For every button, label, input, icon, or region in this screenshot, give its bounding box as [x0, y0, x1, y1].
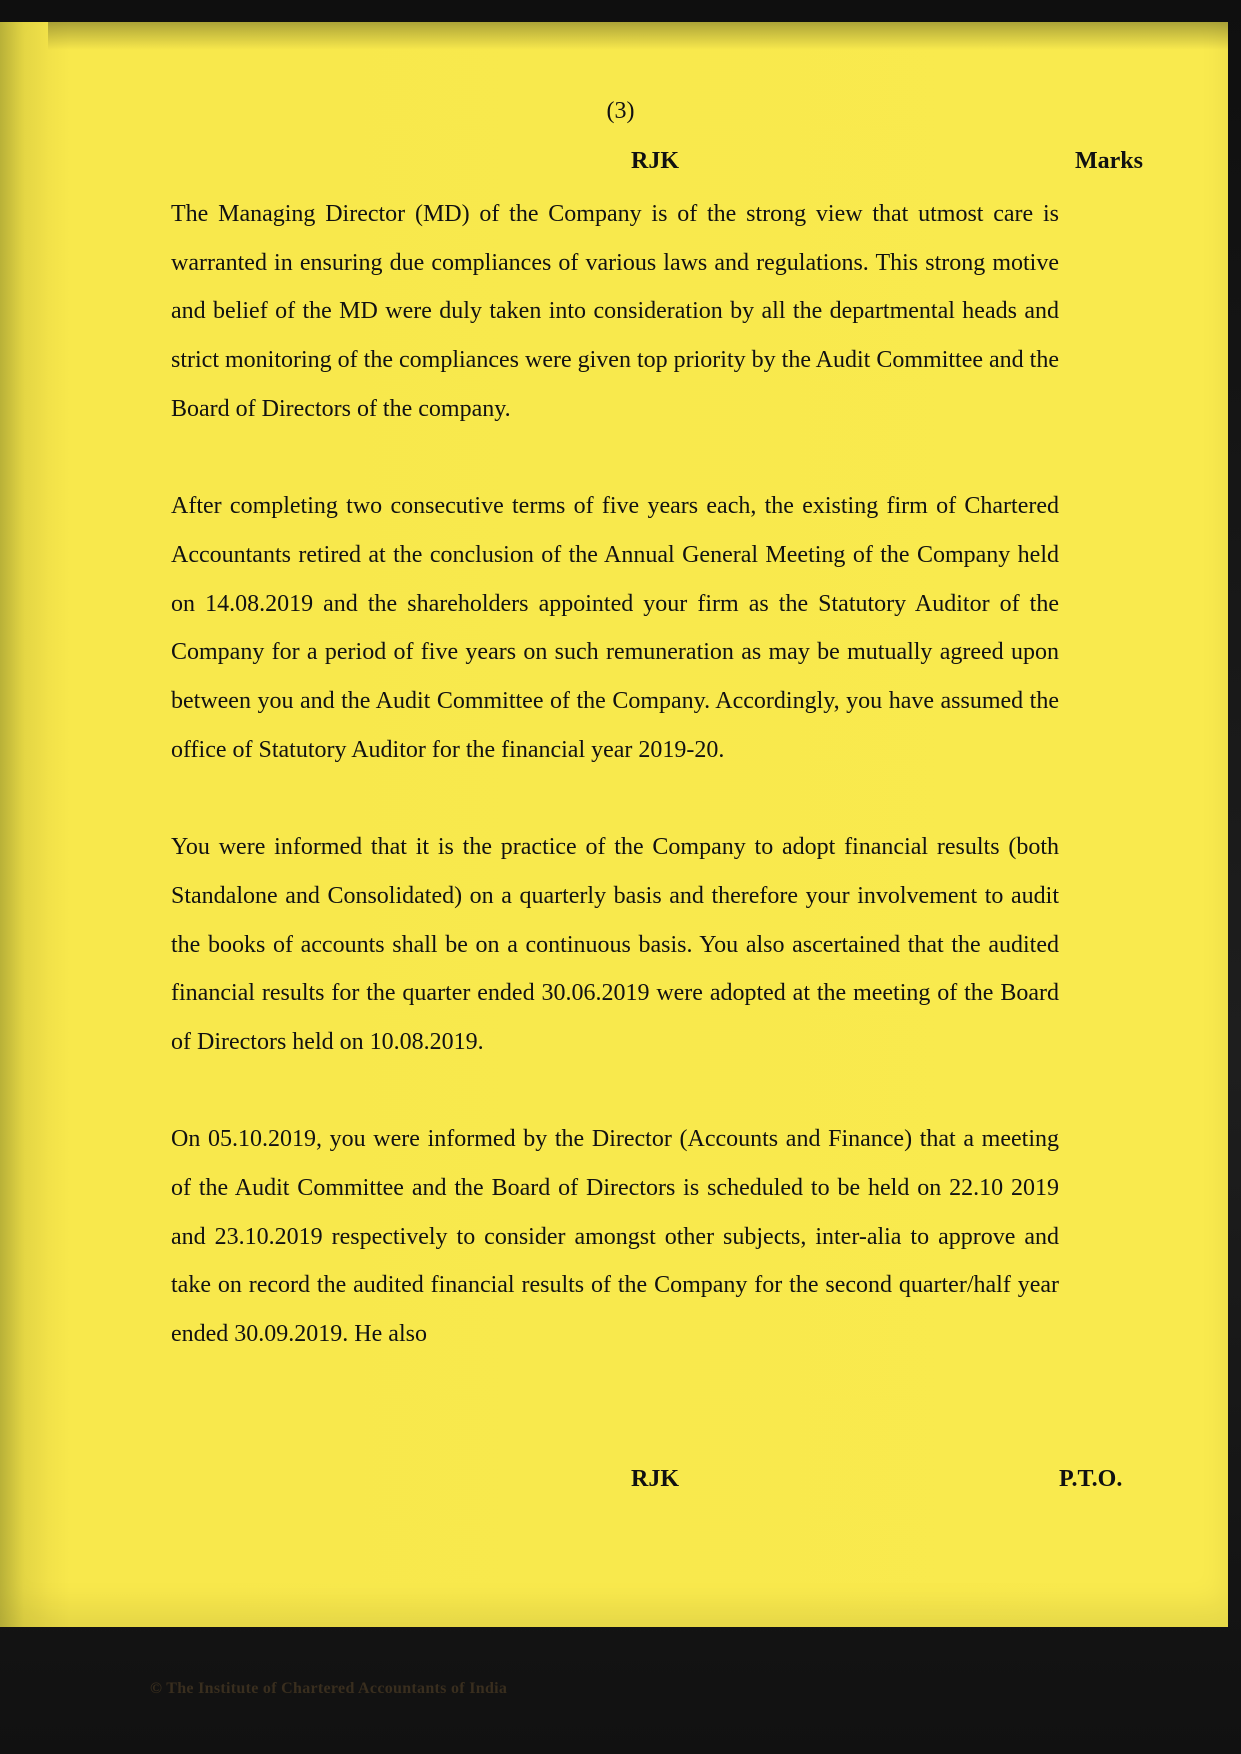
- footer-pto: P.T.O.: [1059, 1466, 1123, 1492]
- question-body: [171, 190, 1059, 1359]
- paragraph-quarterly-results: You were informed that it is the practice of the Company to adopt financial results (both Standalone and Consolidated) on a quarterly basis and therefore your involvement to audit the books of accounts shall be on a continuous basis. You also ascertained that the audited financial results for the quarter ended 30.06.2019 were adopted at the meeting of the Board of Directors held on 10.08.2019.: [171, 834, 1059, 1055]
- paper-shadow-edge: [0, 22, 48, 1627]
- paper-top-shadow: [48, 22, 1228, 50]
- header-marks-label: Marks: [1075, 148, 1143, 174]
- header-paper-code: RJK: [631, 148, 679, 174]
- institute-watermark: © The Institute of Chartered Accountants of India: [150, 1680, 508, 1697]
- footer-paper-code: RJK: [631, 1466, 679, 1492]
- page-number: (3): [606, 98, 635, 124]
- paragraph-md-compliance: The Managing Director (MD) of the Company is of the strong view that utmost care is warranted in ensuring due compliances of various laws and regulations. This strong motive and belief of the MD were duly taken into consideration by all the departmental heads and strict monitoring of the compliances were given top priority by the Audit Committee and the Board of Directors of the company.: [171, 201, 1059, 422]
- paragraph-auditor-appointment: After completing two consecutive terms of five years each, the existing firm of Chartered Accountants retired at the conclusion of the Annual General Meeting of the Company held on 14.08.2019 and the shareholders appointed your firm as the Statutory Auditor of the Company for a period of five years on such remuneration as may be mutually agreed upon between you and the Audit Committee of the Company. Accordingly, you have assumed the office of Statutory Auditor for the financial year 2019-20.: [171, 493, 1059, 763]
- paragraph-meeting-schedule: On 05.10.2019, you were informed by the Director (Accounts and Finance) that a meeting of the Audit Committee and the Board of Directors is scheduled to be held on 22.10 2019 and 23.10.2019 respectively to consider amongst other subjects, inter-alia to approve and take on record the audited financial results of the Company for the second quarter/half year ended 30.09.2019. He also: [171, 1126, 1059, 1348]
